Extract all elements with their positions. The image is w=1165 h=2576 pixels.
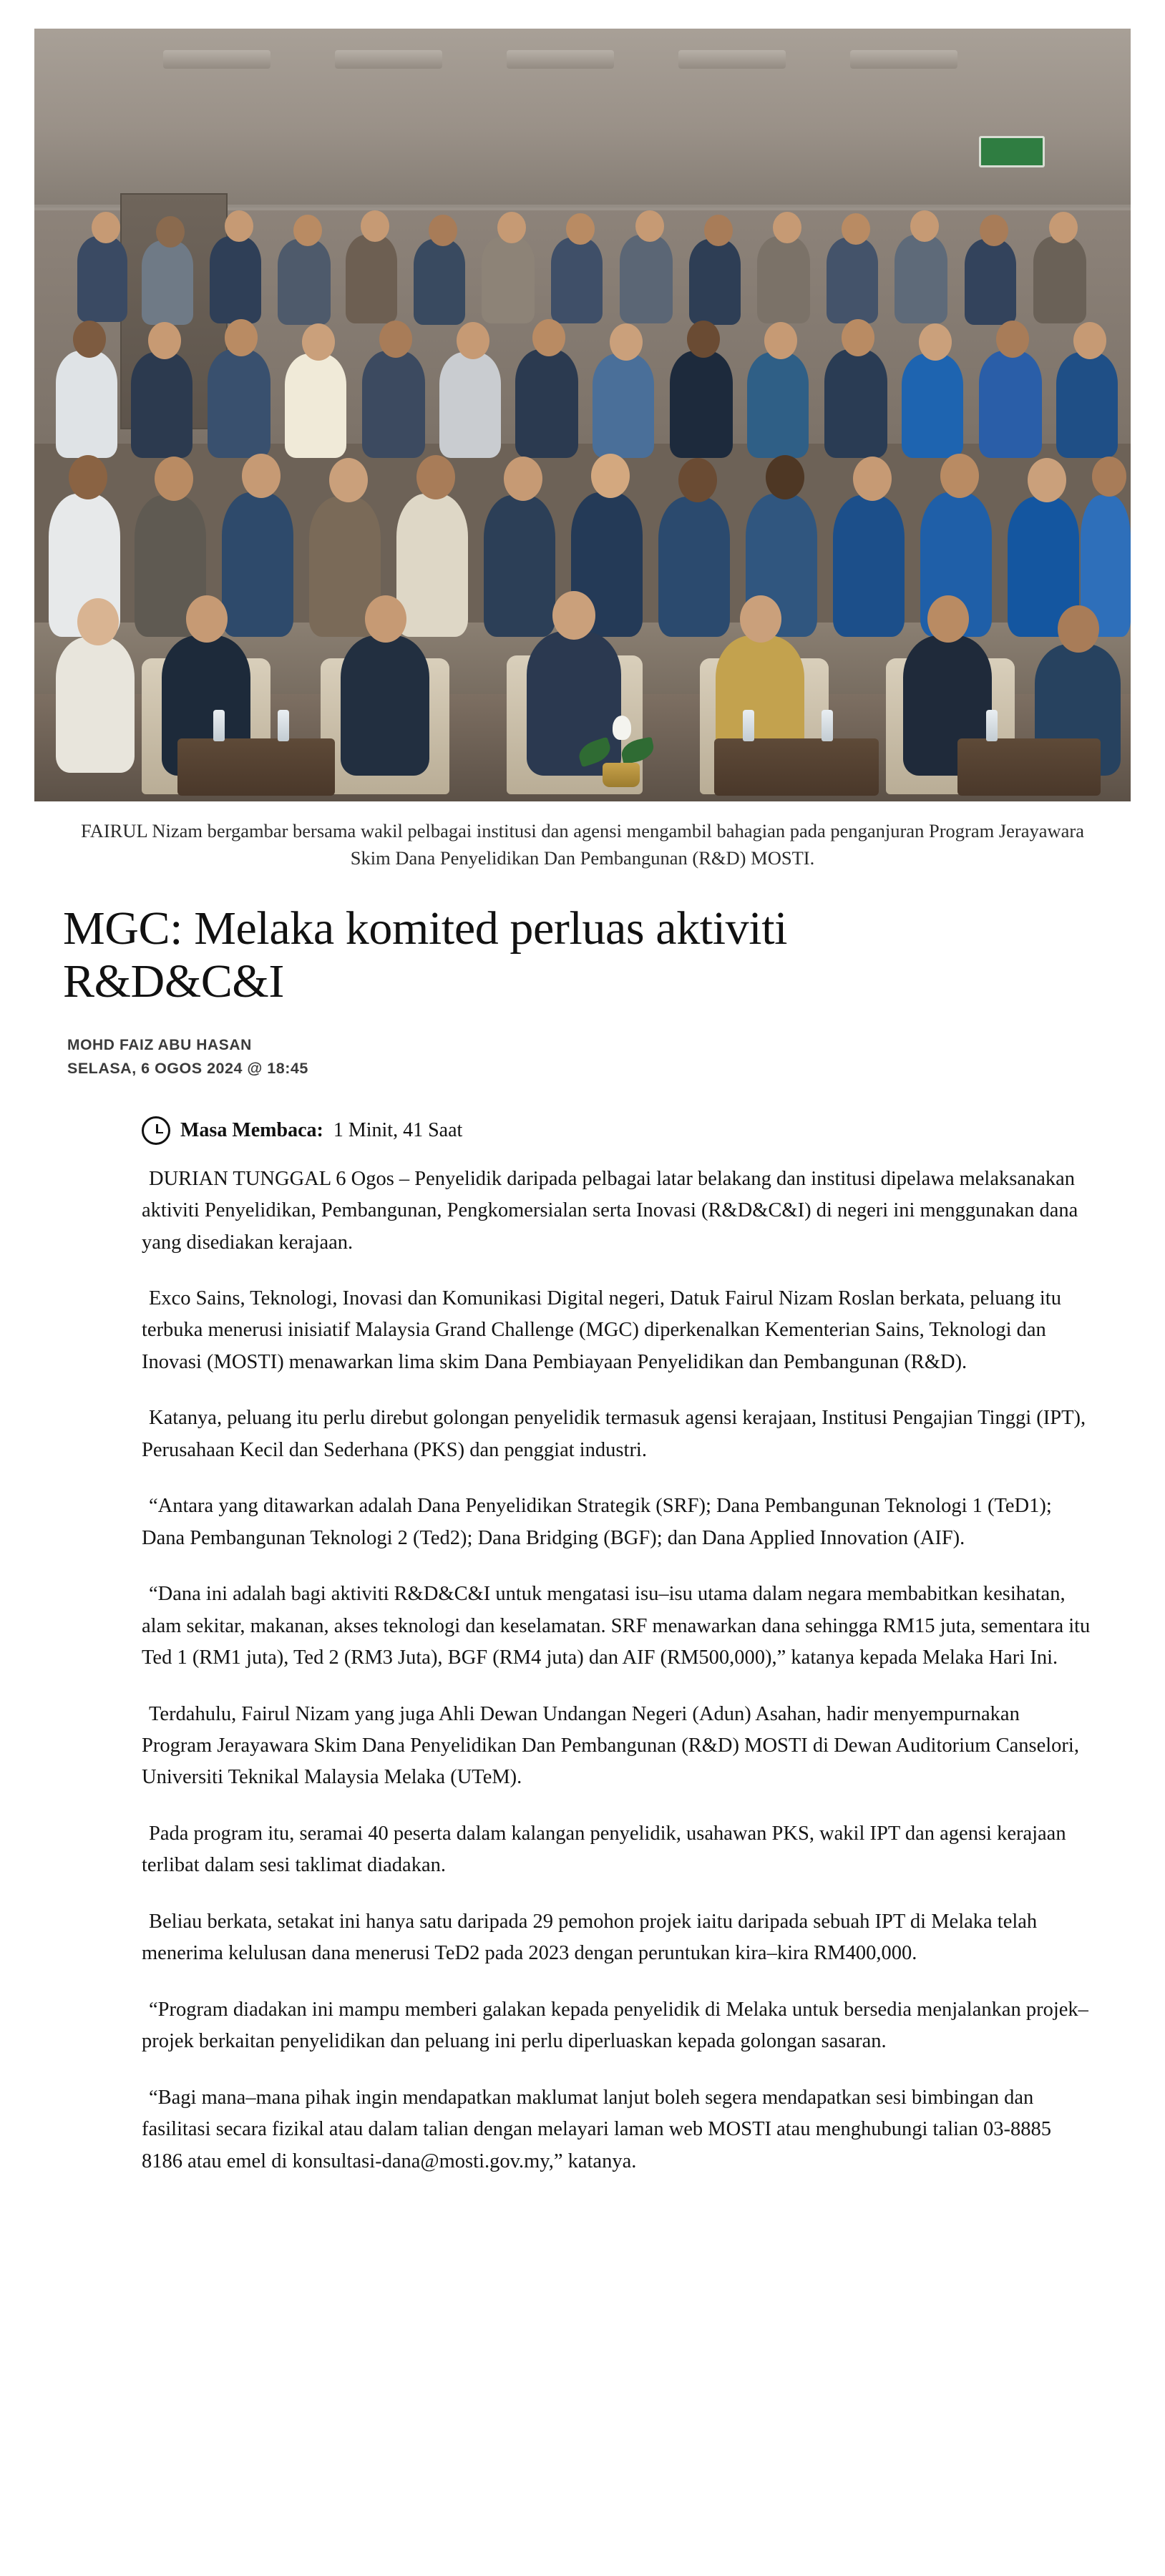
attendee-head bbox=[92, 212, 120, 243]
clock-icon bbox=[142, 1116, 170, 1145]
plant-flower bbox=[613, 716, 631, 740]
attendee-head bbox=[704, 215, 733, 246]
attendee-head bbox=[73, 321, 106, 358]
attendee-head bbox=[69, 455, 107, 499]
water-bottle bbox=[743, 710, 754, 741]
group-photo-image bbox=[34, 29, 1131, 801]
reading-time-label: Masa Membaca: bbox=[180, 1118, 323, 1141]
plant-leaf bbox=[619, 737, 655, 765]
byline bbox=[67, 1037, 1131, 1078]
photo-caption: FAIRUL Nizam bergambar bersama wakil pelbagai institusi dan agensi mengambil bahagian pada penganjuran Program Jerayawara Skim Dana Penyelidikan Dan Pembangunan (R&D) MOSTI. bbox=[80, 820, 1085, 869]
vip-head bbox=[365, 595, 406, 643]
attendee-head bbox=[302, 323, 335, 361]
water-bottle bbox=[822, 710, 833, 741]
attendee-head bbox=[416, 455, 455, 499]
ceiling-light bbox=[163, 50, 270, 69]
attendee-head bbox=[1049, 212, 1078, 243]
water-bottle bbox=[213, 710, 225, 741]
attendee-head bbox=[591, 454, 630, 498]
attendee-head bbox=[773, 212, 801, 243]
vip-head bbox=[1058, 605, 1099, 653]
attendee-head bbox=[764, 322, 797, 359]
side-table bbox=[957, 738, 1101, 796]
attendee-head bbox=[980, 215, 1008, 246]
attendee-head bbox=[155, 457, 193, 501]
article-paragraph: DURIAN TUNGGAL 6 Ogos – Penyelidik daripada pelbagai latar belakang dan institusi dipelawa melaksanakan aktiviti Penyelidikan, Pembangunan, Pengkomersialan serta Inovasi (R&D&C&I) di negeri ini menggunakan dana yang disediakan kerajaan. bbox=[142, 1167, 1078, 1254]
attendee-head bbox=[225, 319, 258, 356]
vip-head bbox=[927, 595, 969, 643]
attendee-head bbox=[940, 454, 979, 498]
attendee-head bbox=[497, 212, 526, 243]
attendee-head bbox=[293, 215, 322, 246]
attendee-head bbox=[1092, 457, 1126, 497]
plant-pot bbox=[603, 763, 640, 787]
article-paragraph: “Antara yang ditawarkan adalah Dana Penyelidikan Strategik (SRF); Dana Pembangunan Teknologi 1 (TeD1); Dana Pembangunan Teknologi 2 (Ted2); Dana Bridging (BGF); dan Dana Applied Innovation (AIF). bbox=[142, 1495, 1052, 1549]
attendee-head bbox=[610, 323, 643, 361]
attendee-head bbox=[919, 323, 952, 361]
attendee-head bbox=[457, 322, 489, 359]
attendee-head bbox=[635, 210, 664, 242]
article-paragraph: Terdahulu, Fairul Nizam yang juga Ahli Dewan Undangan Negeri (Adun) Asahan, hadir menyempurnakan Program Jerayawara Skim Dana Penyelidikan Dan Pembangunan (R&D) MOSTI di Dewan Auditorium Canselori, Universiti Teknikal Malaysia Melaka (UTeM). bbox=[142, 1702, 1079, 1789]
attendee-head bbox=[687, 321, 720, 358]
article-paragraph: Katanya, peluang itu perlu direbut golongan penyelidik termasuk agensi kerajaan, Institusi Pengajian Tinggi (IPT), Perusahaan Kecil dan Sederhana (PKS) dan penggiat industri. bbox=[142, 1407, 1086, 1461]
article-paragraph: “Bagi mana–mana pihak ingin mendapatkan maklumat lanjut boleh segera mendapatkan sesi bimbingan dan fasilitasi secara fizikal atau dalam talian dengan melayari laman web MOSTI atau menghubungi talian 03-8885 8186 atau emel di konsultasi-dana@mosti.gov.my,” katanya. bbox=[142, 2086, 1051, 2172]
attendee-head bbox=[842, 213, 870, 245]
exit-sign-icon bbox=[979, 136, 1045, 167]
water-bottle bbox=[986, 710, 998, 741]
attendee-head bbox=[532, 319, 565, 356]
side-table bbox=[177, 738, 335, 796]
decorative-plant bbox=[578, 708, 664, 787]
vip-head bbox=[77, 598, 119, 645]
article-body bbox=[142, 1163, 1093, 2177]
byline-date: SELASA, 6 OGOS 2024 @ 18:45 bbox=[67, 1059, 308, 1077]
attendee-head bbox=[429, 215, 457, 246]
article-paragraph: Exco Sains, Teknologi, Inovasi dan Komunikasi Digital negeri, Datuk Fairul Nizam Roslan berkata, peluang itu terbuka menerusi inisiatif Malaysia Grand Challenge (MGC) diperkenalkan Kementerian Sains, Teknologi dan Inovasi (MOSTI) menawarkan lima skim Dana Pembiayaan Penyelidikan dan Pembangunan (R&D). bbox=[142, 1287, 1061, 1373]
attendee-head bbox=[566, 213, 595, 245]
vip-attendee bbox=[341, 635, 429, 776]
article-paragraph: Beliau berkata, setakat ini hanya satu daripada 29 pemohon projek iaitu daripada sebuah IPT di Melaka telah menerima kelulusan dana menerusi TeD2 pada 2023 dengan peruntukan kira–kira RM400,000. bbox=[142, 1910, 1038, 1965]
ceiling-light bbox=[678, 50, 786, 69]
attendee-head bbox=[156, 216, 185, 248]
vip-head bbox=[552, 591, 595, 640]
ceiling-light bbox=[850, 50, 957, 69]
article-paragraph: “Program diadakan ini mampu memberi galakan kepada penyelidik di Melaka untuk bersedia menjalankan projek–projek berkaitan penyelidikan dan peluang ini perlu diperluaskan kepada golongan sasaran. bbox=[142, 1998, 1088, 2053]
attendee-head bbox=[1028, 458, 1066, 502]
attendee-head bbox=[504, 457, 542, 501]
attendee-head bbox=[853, 457, 892, 501]
attendee-head bbox=[379, 321, 412, 358]
attendee-head bbox=[225, 210, 253, 242]
byline-author: MOHD FAIZ ABU HASAN bbox=[67, 1036, 252, 1053]
water-bottle bbox=[278, 710, 289, 741]
page-title: MGC: Melaka komited perluas aktiviti R&D&C&I bbox=[63, 902, 788, 1008]
article-hero-figure bbox=[34, 29, 1131, 872]
ceiling-light bbox=[335, 50, 442, 69]
ceiling-light bbox=[507, 50, 614, 69]
attendee-head bbox=[678, 458, 717, 502]
attendee-head bbox=[910, 210, 939, 242]
reading-time bbox=[142, 1116, 1131, 1145]
attendee-head bbox=[996, 321, 1029, 358]
article-paragraph: Pada program itu, seramai 40 peserta dalam kalangan penyelidik, usahawan PKS, wakil IPT dan agensi kerajaan terlibat dalam sesi taklimat diadakan. bbox=[142, 1822, 1066, 1877]
attendee-head bbox=[361, 210, 389, 242]
side-table bbox=[714, 738, 879, 796]
article-paragraph: “Dana ini adalah bagi aktiviti R&D&C&I untuk mengatasi isu–isu utama dalam negara membabitkan kesihatan, alam sekitar, makanan, akses teknologi dan keselamatan. SRF menawarkan dana sehingga RM15 juta, sementara itu Ted 1 (RM1 juta), Ted 2 (RM3 Juta), BGF (RM4 juta) dan AIF (RM500,000),” katanya kepada Melaka Hari Ini. bbox=[142, 1583, 1091, 1669]
attendee-head bbox=[329, 458, 368, 502]
attendee-head bbox=[1073, 322, 1106, 359]
attendee-head bbox=[842, 319, 874, 356]
vip-head bbox=[740, 595, 781, 643]
attendee-head bbox=[148, 322, 181, 359]
attendee-head bbox=[766, 455, 804, 499]
vip-attendee bbox=[56, 637, 135, 773]
reading-time-value: 1 Minit, 41 Saat bbox=[333, 1118, 463, 1141]
attendee-head bbox=[242, 454, 281, 498]
vip-head bbox=[186, 595, 228, 643]
